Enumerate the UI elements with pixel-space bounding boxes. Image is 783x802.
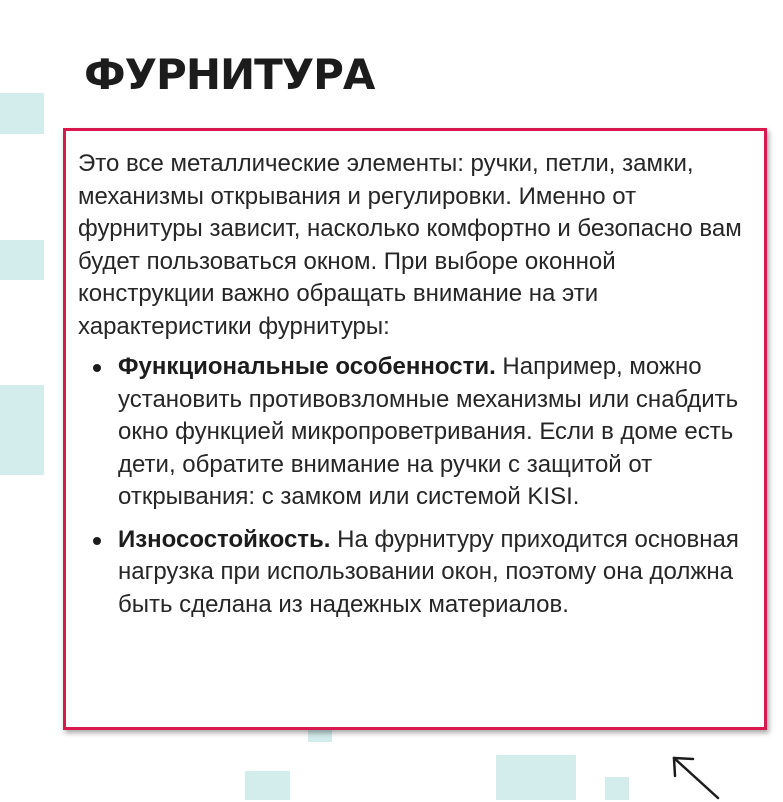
list-item-text: Например, можно установить противовзломные механизмы или снабдить окно функцией микропроветривания. Если в доме есть дети, обратите внимание на ручки с защитой от открывания: с замком или системой KISI. [118, 353, 739, 510]
list-item [78, 524, 756, 622]
decor-square [0, 385, 44, 475]
list-item-text: На фурнитуру приходится основная нагрузка при использовании окон, поэтому она должна быть сделана из надежных материалов. [118, 525, 739, 618]
intro-text: Это все металлические элементы: ручки, петли, замки, механизмы открывания и регулировки. Именно от фурнитуры зависит, насколько комфортно и безопасно вам будет пользоваться окном. При выборе оконной конструкции важно обращать внимание на эти характеристики фурнитуры: [78, 150, 742, 340]
page-title: ФУРНИТУРА [84, 50, 375, 99]
features-list [78, 351, 756, 621]
decor-square [0, 93, 44, 134]
decor-square [605, 777, 629, 800]
decor-square [245, 771, 290, 800]
decor-square [0, 240, 44, 280]
list-item [78, 351, 756, 514]
content-card [63, 128, 767, 730]
list-item-heading: Функциональные особенности. [118, 353, 496, 380]
arrow-diagonal-icon [668, 752, 724, 802]
list-item-heading: Износостойкость. [118, 525, 331, 553]
decor-square [496, 755, 576, 800]
